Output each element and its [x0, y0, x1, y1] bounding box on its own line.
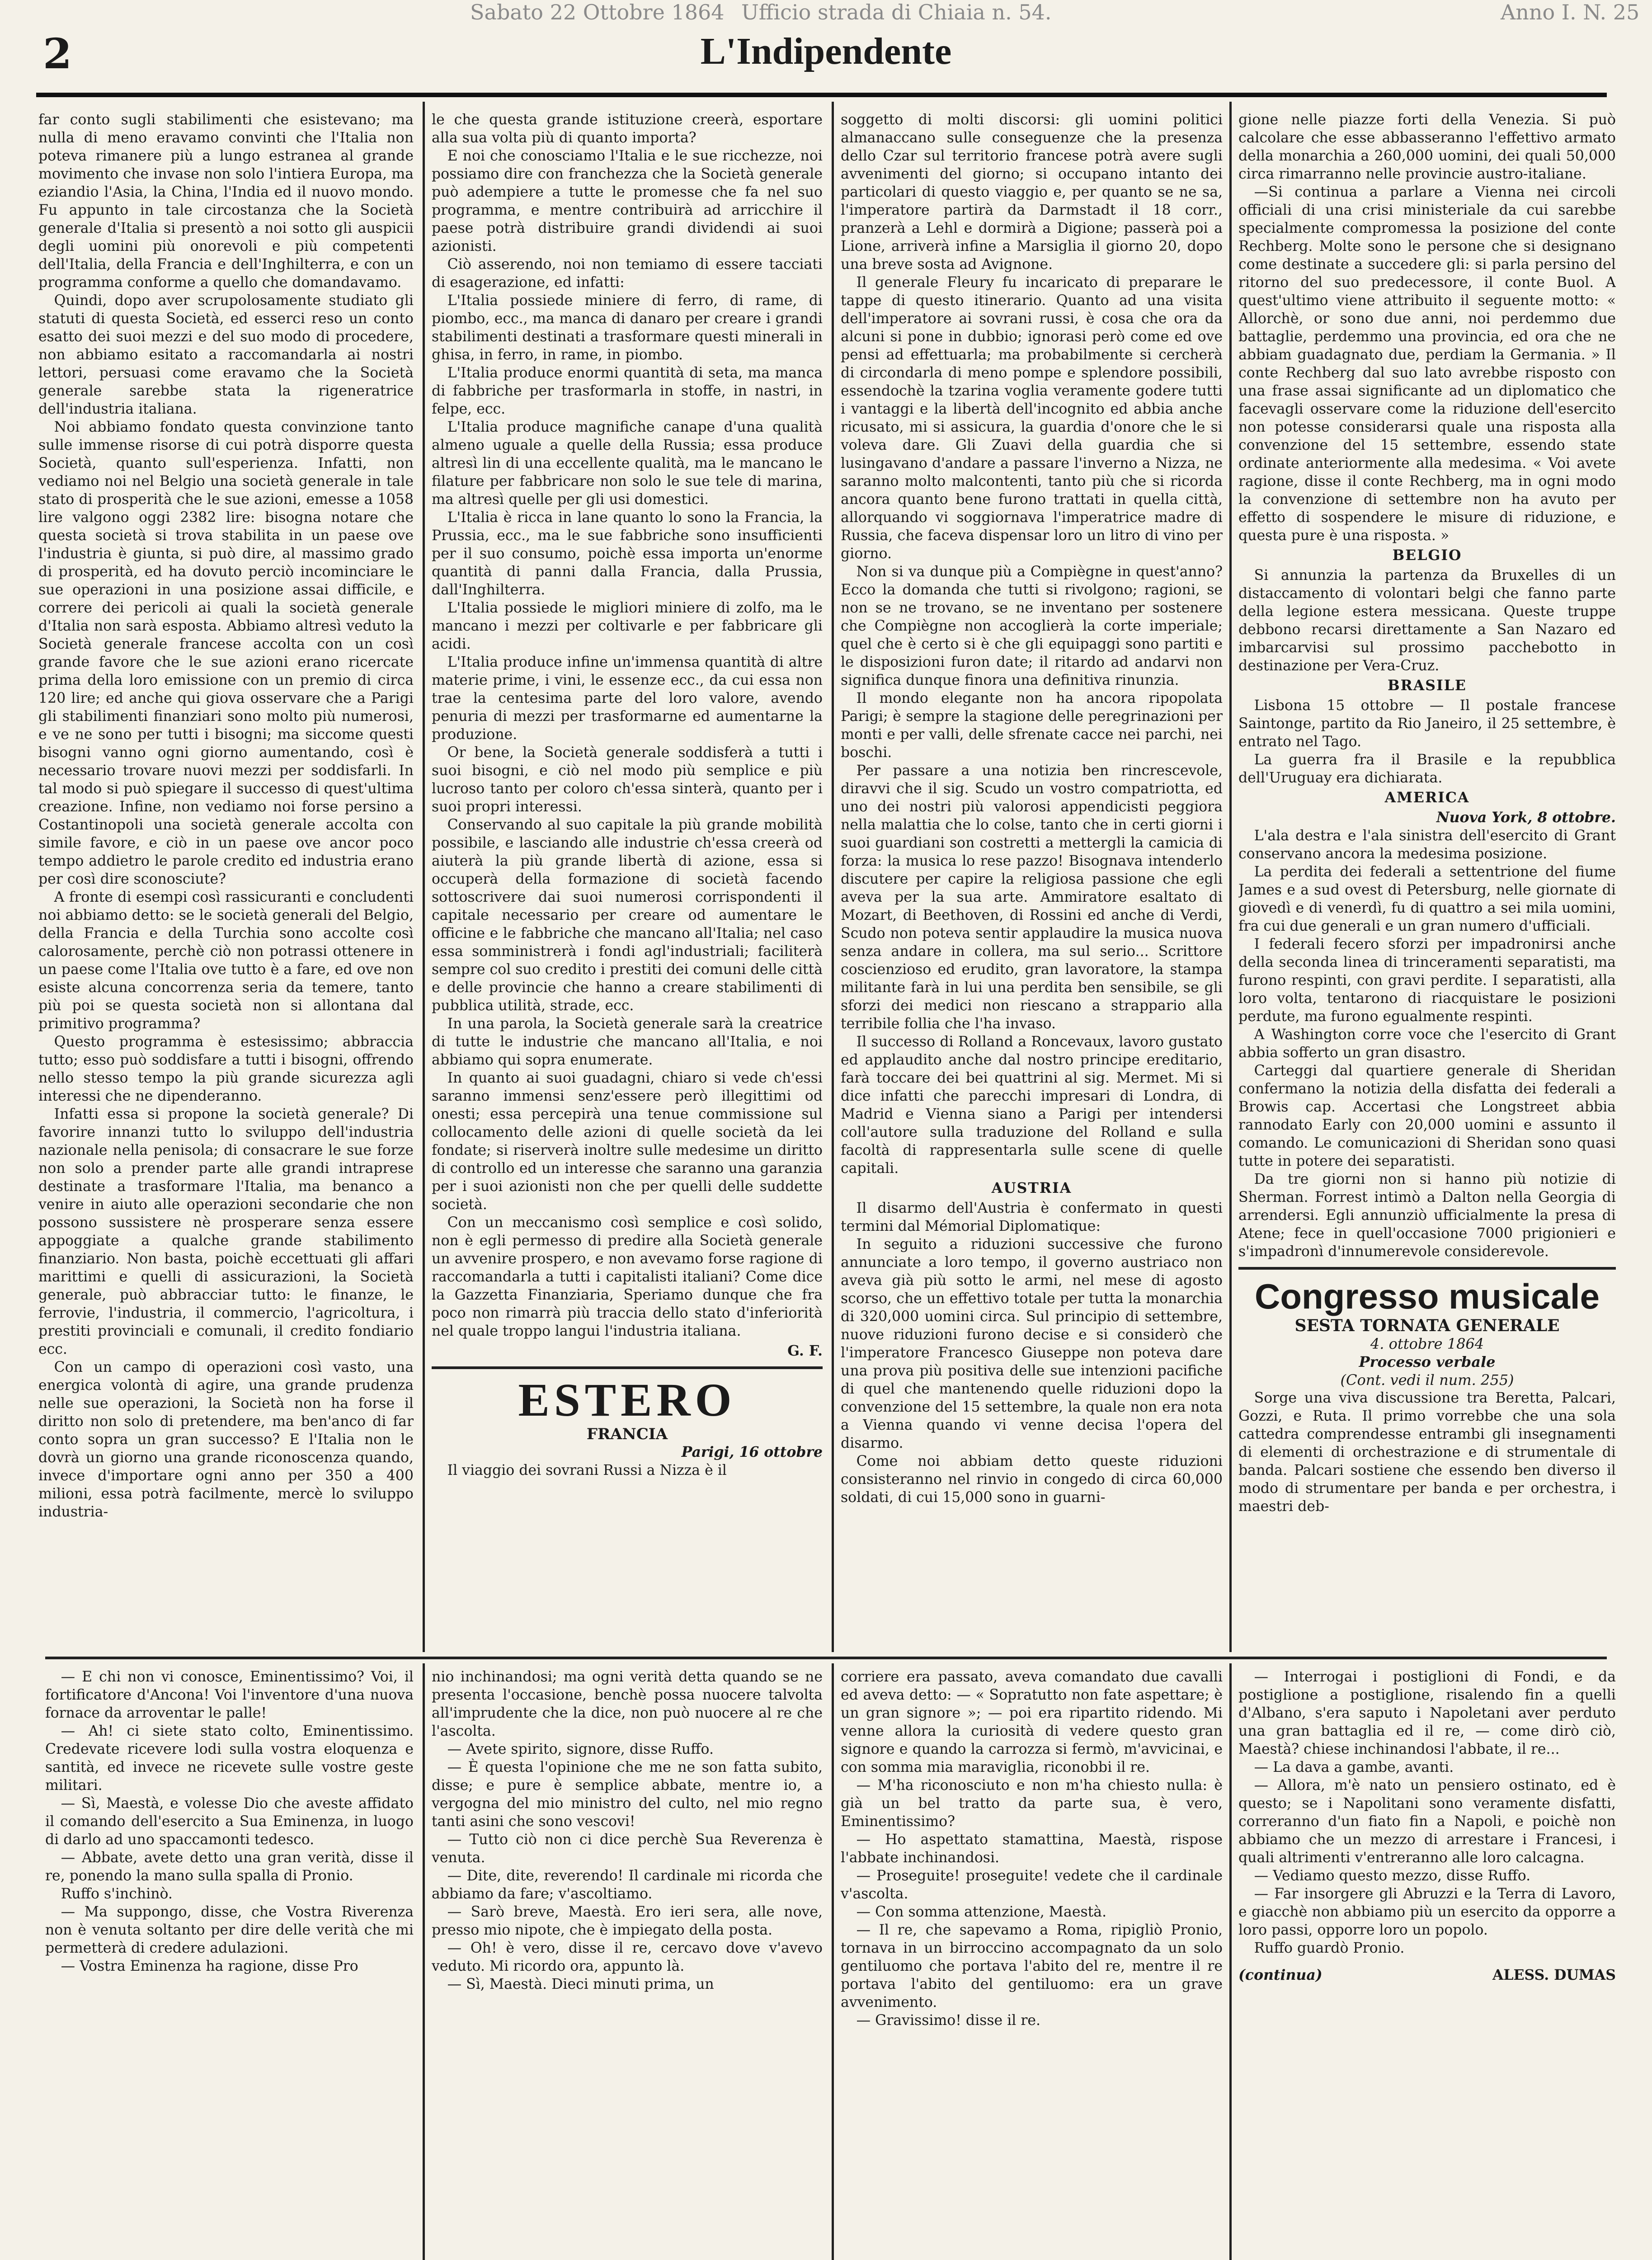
paragraph: le che questa grande istituzione creerà, esportare alla sua volta più di quanto importa?	[432, 112, 823, 146]
paragraph: Il disarmo dell'Austria è confermato in questi termini dal Mémorial Diplomatique:	[841, 1200, 1223, 1234]
paragraph: — Ma suppongo, disse, che Vostra Riverenza non è venuta soltanto per dire delle verità che mi permetterà di credere adulazioni.	[45, 1904, 414, 1956]
congresso-subtitle: Processo verbale	[1359, 1353, 1496, 1370]
paragraph: Con un campo di operazioni così vasto, una energica volontà di agire, una grande prudenza nelle sue operazioni, la Società non ha forse il diritto non solo di pretendere, ma ben'anco di far conto sopra un gran successo? E l'Italia non le dovrà un giorno una grande riconoscenza quando, invece d'importare ogni anno per 350 a 400 milioni, essa potrà facilmente, mercè lo sviluppo industria-	[38, 1359, 414, 1520]
paragraph: — Dite, dite, reverendo! Il cardinale mi ricorda che abbiamo da fare; v'ascoltiamo.	[432, 1868, 823, 1902]
paragraph: Ruffo s'inchinò.	[61, 1886, 173, 1902]
paragraph: Quindi, dopo aver scrupolosamente studiato gli statuti di questa Società, ed esserci reso un conto esatto dei suoi mezzi e del suo modo di procedere, non abbiamo esitato a raccomandarla ai nostri lettori, persuasi come eravamo che la Società generale sarebbe stata la rigeneratrice dell'industria italiana.	[38, 292, 414, 417]
article-column-3	[841, 111, 1223, 1643]
header-rule	[36, 93, 1607, 97]
paragraph: — Proseguite! proseguite! vedete che il cardinale v'ascolta.	[841, 1868, 1223, 1902]
feuilleton-column-1	[45, 1668, 414, 2260]
paragraph: — Sarò breve, Maestà. Ero ieri sera, alle nove, presso mio nipote, che è impiegato della posta.	[432, 1904, 823, 1938]
top-strip	[0, 0, 1652, 24]
paragraph: L'Italia produce enormi quantità di seta, ma manca di fabbriche per trasformarla in stoffe, in nastri, in felpe, ecc.	[432, 365, 823, 417]
congresso-session: SESTA TORNATA GENERALE	[1294, 1316, 1560, 1335]
paragraph: Il generale Fleury fu incaricato di preparare le tappe di questo itinerario. Quanto ad una visita dell'imperatore ai sovrani russi, è cosa che ora da alcuni si pone in dubbio; ignorasi però come ed ove pensi ad effettuarla; ma probabilmente si cercherà di circondarla di meno pompe e splendore possibili, essendochè la tzarina voglia veramente godere tutti i vantaggi e la libertà dell'incognito ed abbia anche ricusato, mi si assicura, la guardia d'onore che le si voleva dare. Gli Zuavi della guardia che si lusingavano d'andare a passare l'inverno a Nizza, ne saranno molto malcontenti, tanto più che si ricorda ancora quanto bene furono trattati in quella città, allorquando vi soggiornava l'imperatrice madre di Russia, che faceva dispensar loro un litro di vino per giorno.	[841, 274, 1223, 562]
paragraph: — Vediamo questo mezzo, disse Ruffo.	[1254, 1868, 1531, 1884]
feuilleton-column-2	[432, 1668, 823, 2260]
paragraph: gione nelle piazze forti della Venezia. Si può calcolare che esse abbasseranno l'effettivo armato della monarchia a 260,000 uomini, dei quali 50,000 circa rimarranno nelle provincie austro-italiane.	[1238, 112, 1616, 182]
feuilleton-column-4	[1238, 1668, 1616, 2260]
paragraph: — Interrogai i postiglioni di Fondi, e da postiglione a postiglione, risalendo fin a quelli d'Albano, s'era saputo i Napoletani aver perduto una gran battaglia ed il re, — come dirò ciò, Maestà? chiese inchinandosi l'abbate, il re...	[1238, 1669, 1616, 1757]
column-divider	[1229, 1663, 1232, 2260]
paragraph: — Ho aspettato stamattina, Maestà, rispose l'abbate inchinandosi.	[841, 1832, 1223, 1866]
article-column-1	[38, 111, 414, 1632]
author-signature: ALESS. DUMAS	[1492, 1967, 1616, 1983]
paragraph: — Allora, m'è nato un pensiero ostinato, ed è questo; se i Napolitani sono veramente disfatti, correranno d'un fiato fin a Napoli, e poichè non abbiamo che un mezzo di arrestare i Francesi, i quali altrimenti v'entreranno alle loro calcagna.	[1238, 1777, 1616, 1866]
paragraph: — La dava a gambe, avanti.	[1254, 1759, 1454, 1775]
article-column-2	[432, 111, 823, 1643]
strip-date: Sabato 22 Ottobre 1864	[470, 0, 725, 24]
paragraph: — Tutto ciò non ci dice perchè Sua Reverenza è venuta.	[432, 1832, 823, 1866]
section-rule	[1238, 1267, 1616, 1270]
paragraph: — Sì, Maestà, e volesse Dio che aveste affidato il comando dell'esercito a Sua Eminenza, in luogo di darlo ad uno spaccamonti tedesco.	[45, 1795, 414, 1848]
article-column-4	[1238, 111, 1616, 1643]
strip-issue: Anno I. N. 25	[1501, 0, 1640, 24]
paragraph: soggetto di molti discorsi: gli uomini politici almanaccano sulle conseguenze che la presenza dello Czar sul territorio francese potrà avere sugli avvenimenti del giorno; si occupano intanto dei particolari di questo viaggio e, per quanto se ne sa, l'imperatore partirà da Darmstadt il 18 corr., pranzerà a Lehl e dormirà a Digione; passerà poi a Lione, arriverà infine a Marsiglia il giorno 20, dopo una breve sosta ad Avignone.	[841, 112, 1223, 273]
paragraph: Questo programma è estesissimo; abbraccia tutto; esso può soddisfare a tutti i bisogni, offrendo nello stesso tempo la più grande sicurezza agli interessi che ne dipenderanno.	[38, 1034, 414, 1104]
paragraph: Conservando al suo capitale la più grande mobilità possibile, e lasciando alle industrie ch'essa creerà od aiuterà la più grande libertà di azione, essa si occuperà della formazione di società facendo sottoscrivere dai suoi numerosi corrispondenti il capitale necessario per creare od aumentare le officine e le fabbriche che mancano all'Italia; nel caso essa somministrerà i fondi agl'industriali; faciliterà sempre col suo credito i prestiti dei comuni delle città e delle provincie che hanno a creare stabilimenti di pubblica utilità, strade, ecc.	[432, 817, 823, 1014]
paragraph: I federali fecero sforzi per impadronirsi anche della seconda linea di trinceramenti separatisti, ma furono respinti, con gravi perdite. I separatisti, alla loro volta, tentarono di riacquistare le posizioni perdute, ma furono egualmente respinti.	[1238, 936, 1616, 1025]
congresso-heading: Congresso musicale	[1255, 1276, 1600, 1316]
paragraph: — M'ha riconosciuto e non m'ha chiesto nulla: è già un bel tratto da parte sua, è vero, Eminentissimo?	[841, 1777, 1223, 1830]
paragraph: Il successo di Rolland a Roncevaux, lavoro gustato ed applaudito anche dal nostro principe ereditario, farà toccare dei bei quattrini al sig. Mermet. Mi si dice infatti che parecchi impresari di Londra, di Madrid e Vienna siano a Parigi per intendersi coll'autore sulla traduzione del Rolland e sulla facoltà di rappresentarla sulle scene di quelle capitali.	[841, 1034, 1223, 1177]
paragraph: Come noi abbiam detto queste riduzioni consisteranno nel rinvio in congedo di circa 60,000 soldati, di cui 15,000 sono in guarni-	[841, 1453, 1223, 1506]
feuilleton-footer	[1238, 1966, 1616, 1984]
paragraph: A Washington corre voce che l'esercito di Grant abbia sofferto un gran disastro.	[1238, 1026, 1616, 1061]
paragraph: In seguito a riduzioni successive che furono annunciate a loro tempo, il governo austriaco non aveva già più sotto le armi, nel mese di agosto scorso, che un effettivo totale per tutta la monarchia di 320,000 uomini circa. Sul principio di settembre, nuove riduzioni furono decise e si considerò che l'imperatore Francesco Giuseppe non poteva dare una prova più positiva delle sue intenzioni pacifiche di quel che mantenendo quelle riduzioni dopo la convenzione del 15 settembre, la quale non era nota a Vienna quando vi venne decisa l'opera del disarmo.	[841, 1236, 1223, 1451]
paragraph: —Si continua a parlare a Vienna nei circoli officiali di una crisi ministeriale da cui sarebbe specialmente compromessa la posizione del conte Rechberg. Molte sono le persone che si designano come destinate a succedere gli: si parla persino del ritorno del suo predecessore, il conte Buol. A quest'ultimo viene attribuito il seguente motto: « Allorchè, or sono due anni, noi perdemmo due battaglie, perdemmo una provincia, ed ora che ne abbiam guadagnato due, perdiam la Germania. » Il conte Rechberg dal suo lato avrebbe risposto con una frase assai significante ad un diplomatico che facevagli osservare come la riduzione dell'esercito non potesse considerarsi quale una risposta alla convenzione del 15 settembre, essendo state ordinate anteriormente alla medesima. « Voi avete ragione, disse il conte Rechberg, ma in ogni modo la convenzione di settembre non ha avuto per effetto di sospendere le misure di riduzione, e questa pure è una risposta. »	[1238, 184, 1616, 544]
paragraph: Ciò asserendo, noi non temiamo di essere tacciati di esagerazione, ed infatti:	[432, 256, 823, 291]
francia-heading: FRANCIA	[586, 1425, 668, 1443]
paragraph: — Vostra Eminenza ha ragione, disse Pro	[61, 1958, 358, 1974]
column-divider	[832, 102, 834, 1652]
paragraph: — Con somma attenzione, Maestà.	[856, 1904, 1107, 1920]
continua-label: (continua)	[1238, 1967, 1323, 1983]
paragraph: L'ala destra e l'ala sinistra dell'esercito di Grant conservano ancora la medesima posizione.	[1238, 828, 1616, 862]
paragraph: Noi abbiamo fondato questa convinzione tanto sulle immense risorse di cui potrà disporre questa Società, quanto sull'esperienza. Infatti, non vediamo noi nel Belgio una società generale in tale stato di prosperità che le sue azioni, emesse a 1058 lire valgono oggi 2382 lire: bisogna notare che questa società si trova stabilita in un paese ove l'industria è giunta, si può dire, al massimo grado di prosperità, ed ha dovuto perciò incominciare le sue operazioni in una posizione assai difficile, e correre dei pericoli ai quali la società generale d'Italia non sarà esposta. Abbiamo altresì veduto la Società generale francese accolta con un così grande favore che le sue azioni erano ricercate prima della loro emissione con un premio di circa 120 lire; ed anche qui giova osservare che a Parigi gli stabilimenti finanziari sono molto più numerosi, e ve ne sono per tutti i bisogni; ma siccome questi bisogni vanno ogni giorno aumentando, così è necessario trovare nuovi mezzi per soddisfarli. In tal modo si può spiegare il successo di quest'ultima creazione. Infine, non vediamo noi forse persino a Costantinopoli una società generale accolta con simile favore, e ciò in un paese ove ancor poco tempo addietro le parole credito ed industria erano per così dire sconosciute?	[38, 419, 414, 887]
paragraph: Infatti essa si propone la società generale? Di favorire innanzi tutto lo sviluppo dell'industria nazionale nella penisola; di consacrare le sue forze non solo a prender parte alle grandi intraprese destinate a trasformare l'Italia, ma benanco a venire in aiuto alle operazioni secondarie che non possono sussistere nè prosperare senza essere appoggiate a qualche grande stabilimento finanziario. Non basta, poichè eccettuati gli affari marittimi e quelli di assicurazioni, la Società generale, può abbracciar tutto: le finanze, le ferrovie, l'industria, il commercio, l'agricoltura, i prestiti provinciali e comunali, il credito fondiario ecc.	[38, 1106, 414, 1357]
congresso-date: 4. ottobre 1864	[1370, 1335, 1484, 1352]
section-rule	[432, 1366, 823, 1369]
paragraph: Carteggi dal quartiere generale di Sheridan confermano la notizia della disfatta dei federali a Browis cap. Accertasi che Longstreet abbia rannodato Early con 20,000 uomini e assunto il comando. Le comunicazioni di Sheridan sono quasi tutte in potere dei separatisti.	[1238, 1063, 1616, 1169]
paragraph: Da tre giorni non si hanno più notizie di Sherman. Forrest intimò a Dalton nella Georgia di arrendersi. Egli annunziò ufficialmente la presa di Atene; fece in quell'occasione 7000 prigionieri e s'impadronì d'innumerevole considerevole.	[1238, 1171, 1616, 1260]
column-divider	[1229, 102, 1232, 1652]
paragraph: Ruffo guardò Pronio.	[1254, 1940, 1405, 1956]
page-number: 2	[43, 29, 72, 78]
america-heading: AMERICA	[1384, 789, 1470, 806]
congresso-ref: (Cont. vedi il num. 255)	[1340, 1371, 1514, 1389]
paragraph: Si annunzia la partenza da Bruxelles di un distaccamento di volontari belgi che fanno parte della legione estera messicana. Queste truppe debbono recarsi direttamente a San Nazaro ed imbarcarvisi sul prossimo pacchebotto in destinazione per Vera-Cruz.	[1238, 567, 1616, 674]
column-divider	[423, 1663, 425, 2260]
paragraph: Il mondo elegante non ha ancora ripopolata Parigi; è sempre la stagione delle peregrinazioni per monti e per valli, delle sfrenate cacce nei parchi, nei boschi.	[841, 690, 1223, 761]
brasile-heading: BRASILE	[1388, 677, 1467, 694]
paragraph: Per passare a una notizia ben rincrescevole, diravvi che il sig. Scudo un vostro compatriotta, ed uno dei nostri più valorosi appendicisti peggiora nella malattia che lo colse, tanto che in certi giorni i suoi guardiani son costretti a mettergli la camicia di forza: la musica lo rese pazzo! Bisognava intenderlo discutere per capire la religiosa passione che egli aveva per la sua arte. Ammiratore esaltato di Mozart, di Beethoven, di Rossini ed anche di Verdi, Scudo non poteva sentir applaudire la musica nuova senza andare in collera, ma sul serio... Scrittore coscienzioso ed erudito, gran lavoratore, la stampa militante farà in lui una perdita ben sensibile, se gli sforzi dei medici non riescano a strappario alla terribile follia che l'ha invaso.	[841, 763, 1223, 1032]
paragraph: — Abbate, avete detto una gran verità, disse il re, ponendo la mano sulla spalla di Pronio.	[45, 1850, 414, 1884]
paragraph: In quanto ai suoi guadagni, chiaro si vede ch'essi saranno immensi senz'essere però illegittimi od onesti; essa percepirà una tenue commissione sul collocamento delle azioni di quelle società da lei fondate; si riserverà inoltre sulle medesime un diritto di controllo ed un interesse che saranno una garanzia per i suoi azionisti non che per quelli delle suddette società.	[432, 1070, 823, 1213]
paragraph: La guerra fra il Brasile e la repubblica dell'Uruguay era dichiarata.	[1238, 752, 1616, 786]
austria-heading: AUSTRIA	[991, 1180, 1072, 1196]
paragraph: In una parola, la Società generale sarà la creatrice di tutte le industrie che mancano all'Italia, e noi abbiamo qui sopra enumerate.	[432, 1016, 823, 1068]
feuilleton-column-3	[841, 1668, 1223, 2260]
paragraph: L'Italia è ricca in lane quanto lo sono la Francia, la Prussia, ecc., ma le sue fabbriche sono insufficienti per il suo consumo, poichè essa importa un'enorme quantità di panni dalla Francia, dalla Prussia, dall'Inghilterra.	[432, 509, 823, 598]
paragraph: Non si va dunque più a Compiègne in quest'anno? Ecco la domanda che tutti si rivolgono; ragioni, se non se ne trovano, se ne inventano per sostenere che Compiègne non accoglierà la corte imperiale; quel che è certo si è che gli equipaggi sono partiti e le disposizioni furon date; il ritardo ad andarvi non significa dunque finora una definitiva rinunzia.	[841, 564, 1223, 688]
paragraph: La perdita dei federali a settentrione del fiume James e a sud ovest di Petersburg, nelle giornate di giovedì e di venerdì, fu di quattro a sei mila uomini, fra cui due generali e un gran numero d'ufficiali.	[1238, 864, 1616, 934]
paragraph: Il viaggio dei sovrani Russi a Nizza è il	[447, 1462, 727, 1478]
paragraph: Sorge una viva discussione tra Beretta, Palcari, Gozzi, e Ruta. Il primo vorrebbe che una sola cattedra comprendesse entrambi gli insegnamenti di elementi di orchestrazione e di strumentale di banda. Palcari sostiene che essendo ben diverso il modo di strumentare per banda e per orchestra, i maestri deb-	[1238, 1390, 1616, 1515]
paragraph: L'Italia produce infine un'immensa quantità di altre materie prime, i vini, le essenze ecc., da cui essa non trae la centesima parte del loro valore, avendo penuria di mezzi per trasformarne ed aumentarne la produzione.	[432, 654, 823, 743]
page-header	[0, 27, 1652, 86]
paragraph: corriere era passato, aveva comandato due cavalli ed aveva detto: — « Sopratutto non fate aspettare; è un gran signore »; — poi era ripartito ridendo. Mi venne allora la curiosità di vedere questo gran signore e quando la carrozza si fermò, m'avvicinai, e con somma mia maraviglia, riconobbi il re.	[841, 1669, 1223, 1775]
paragraph: — Avete spirito, signore, disse Ruffo.	[447, 1741, 714, 1757]
paragraph: L'Italia possiede le migliori miniere di zolfo, ma le mancano i mezzi per coltivarle e per fabbricare gli acidi.	[432, 600, 823, 652]
dateline: Parigi, 16 ottobre	[681, 1444, 823, 1460]
paragraph: — Oh! è vero, disse il re, cercavo dove v'avevo veduto. Mi ricordo ora, appunto là.	[432, 1940, 823, 1974]
paragraph: E noi che conosciamo l'Italia e le sue ricchezze, noi possiamo dire con franchezza che la Società generale può adempiere a tutte le promesse che fa nel suo programma, e mentre contribuirà ad arricchire il paese potrà distribuire grandi dividendi ai suoi azionisti.	[432, 148, 823, 254]
column-divider	[423, 102, 425, 1652]
paragraph: Lisbona 15 ottobre — Il postale francese Saintonge, partito da Rio Janeiro, il 25 settembre, è entrato nel Tago.	[1238, 697, 1616, 750]
estero-heading: ESTERO	[518, 1374, 736, 1426]
belgio-heading: BELGIO	[1392, 547, 1462, 564]
paragraph: L'Italia possiede miniere di ferro, di rame, di piombo, ecc., ma manca di danaro per creare i grandi stabilimenti destinati a trasformare questi minerali in ghisa, in ferro, in rame, in piombo.	[432, 292, 823, 363]
column-divider	[832, 1663, 834, 2260]
paragraph: — Far insorgere gli Abruzzi e la Terra di Lavoro, e giacchè non abbiamo più un esercito da opporre a loro passi, opporre loro un popolo.	[1238, 1886, 1616, 1938]
paragraph: Or bene, la Società generale soddisferà a tutti i suoi bisogni, e ciò nel modo più semplice e più lucroso tanto per coloro ch'essa sinterà, quanto per i suoi propri interessi.	[432, 744, 823, 815]
strip-office: Ufficio strada di Chiaia n. 54.	[741, 0, 1052, 24]
paragraph: far conto sugli stabilimenti che esistevano; ma nulla di meno eravamo convinti che l'Italia non poteva rimanere più a lungo estranea al grande movimento che invase non solo l'intiera Europa, ma eziandio l'Asia, la China, l'India ed il nuovo mondo. Fu appunto in tale circostanza che la Società generale d'Italia si presentò a noi sotto gli auspicii degli uomini più onorevoli e più competenti dell'Italia, della Francia e dell'Inghilterra, e con un programma conforme a quello che domandavamo.	[38, 112, 414, 291]
dateline: Nuova York, 8 ottobre.	[1436, 809, 1616, 826]
paragraph: A fronte di esempi così rassicuranti e concludenti noi abbiamo detto: se le società generali del Belgio, della Francia e della Turchia sono accolte così calorosamente, perchè ciò non potrassi ottenere in un paese come l'Italia ove tutto è a fare, ed ove non esiste alcuna concorrenza seria da temere, tanto più poi se questa società non si allontana dal primitivo programma?	[38, 889, 414, 1032]
paragraph: — È questa l'opinione che me ne son fatta subito, disse; e pure è semplice abbate, mentre io, a vergogna del mio ministro del culto, nel mio regno tanti asini che sono vescovi!	[432, 1759, 823, 1830]
paragraph: nio inchinandosi; ma ogni verità detta quando se ne presenta l'occasione, benchè possa nuocere talvolta all'imprudente che la dice, non può nuocere al re che l'ascolta.	[432, 1669, 823, 1739]
paragraph: — Ah! ci siete stato colto, Eminentissimo. Credevate ricevere lodi sulla vostra eloquenza e santità, ed invece ne ricevete sulle vostre geste militari.	[45, 1723, 414, 1794]
paragraph: — Sì, Maestà. Dieci minuti prima, un	[447, 1976, 714, 1992]
paragraph: — E chi non vi conosce, Eminentissimo? Voi, il fortificatore d'Ancona! Voi l'inventore d'una nuova fornace da arroventar le palle!	[45, 1669, 414, 1721]
article-signature: G. F.	[787, 1342, 823, 1359]
newspaper-title: L'Indipendente	[700, 30, 952, 72]
feuilleton-rule	[45, 1657, 1607, 1659]
paragraph: L'Italia produce magnifiche canape d'una qualità almeno uguale a quelle della Russia; essa produce altresì lin di una eccellente qualità, ma le mancano le filature per fabbricare non solo le sue tele di marina, ma altresì quelle per gli usi domestici.	[432, 419, 823, 508]
paragraph: — Il re, che sapevamo a Roma, ripigliò Pronio, tornava in un birroccino accompagnato da un solo gentiluomo che portava l'abito del re, mentre il re portava l'abito del gentiluomo: era un grave avvenimento.	[841, 1922, 1223, 2010]
paragraph: — Gravissimo! disse il re.	[856, 2012, 1041, 2029]
paragraph: Con un meccanismo così semplice e così solido, non è egli permesso di predire alla Società generale un avvenire prospero, e non avevamo forse ragione di raccomandarla a tutti i capitalisti italiani? Come dice la Gazzetta Finanziaria, Speriamo dunque che fra poco non rimarrà più traccia dello stato d'inferiorità nel quale troppo langui l'industria italiana.	[432, 1215, 823, 1339]
